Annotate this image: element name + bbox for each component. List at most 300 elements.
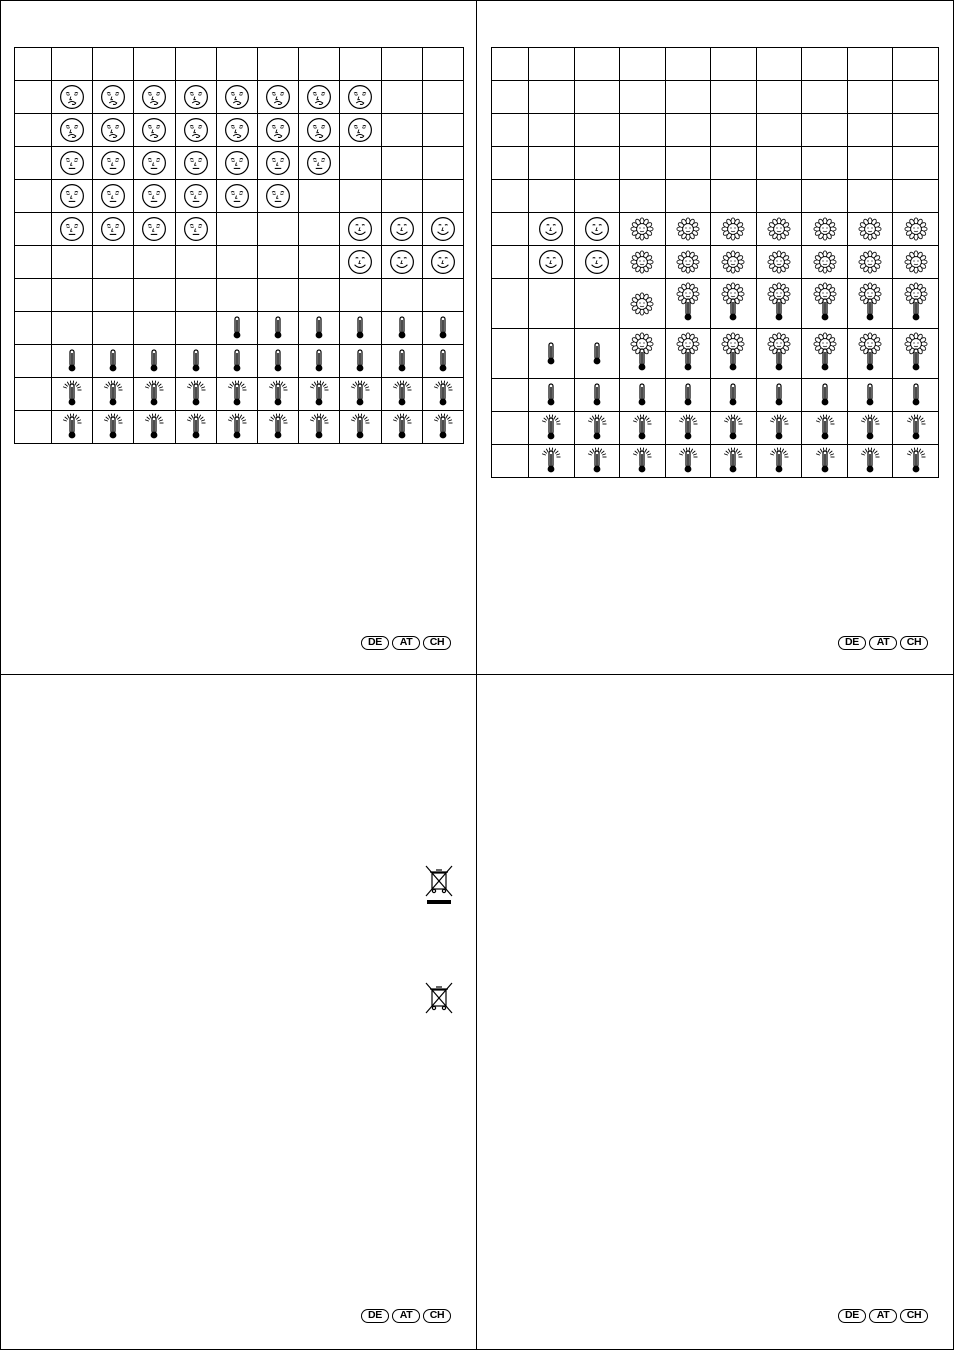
table-row [15,279,464,312]
table-cell [893,48,939,81]
table-cell [299,147,340,180]
table-cell [93,411,134,444]
table-cell [665,180,711,213]
table-cell [847,329,893,379]
table-cell [529,379,575,412]
sad-face-icon [299,117,339,143]
table-cell [665,379,711,412]
table-cell [299,213,340,246]
comfort-table-right [491,47,939,478]
smiling-face-icon [529,249,574,275]
thermometer-icon [176,348,216,374]
table-cell [620,114,666,147]
table-cell [711,329,757,379]
table-cell [216,81,257,114]
table-cell [175,411,216,444]
table-cell [847,213,893,246]
table-cell [257,345,298,378]
table-cell [381,213,422,246]
sun-flower-icon-with-thermometer [666,332,711,376]
table-cell [15,378,52,411]
table-row [15,180,464,213]
table-cell [893,445,939,478]
table-row [15,147,464,180]
table-cell [847,48,893,81]
hot-thermometer-icon [382,412,422,442]
hot-thermometer-icon [217,412,257,442]
smiling-face-icon [382,249,422,275]
hot-thermometer-icon [299,412,339,442]
table-cell [257,48,298,81]
table-cell [15,48,52,81]
cold-face-icon [258,150,298,176]
table-cell [574,246,620,279]
table-cell [52,81,93,114]
table-cell [711,445,757,478]
table-cell [574,147,620,180]
cold-face-icon [93,183,133,209]
table-row [492,246,939,279]
sun-flower-icon-with-thermometer [757,282,802,326]
table-cell [574,279,620,329]
table-cell [574,379,620,412]
hot-thermometer-icon [848,446,893,476]
country-badges [838,1309,928,1323]
hot-thermometer-icon [711,446,756,476]
table-cell [15,411,52,444]
table-cell [492,279,529,329]
table-cell [711,48,757,81]
table-row [15,213,464,246]
table-cell [756,213,802,246]
table-cell [52,147,93,180]
cold-face-icon [52,183,92,209]
table-cell [422,378,463,411]
sun-flower-icon-with-thermometer [848,282,893,326]
table-cell [299,81,340,114]
table-cell [93,213,134,246]
page-top-right [477,0,954,675]
table-cell [216,411,257,444]
cold-face-icon [217,183,257,209]
table-cell [422,147,463,180]
country-badge-at: AT [392,1309,420,1323]
hot-thermometer-icon [134,412,174,442]
hot-thermometer-icon [176,412,216,442]
table-cell [492,379,529,412]
table-cell [756,412,802,445]
table-cell [93,246,134,279]
table-cell [175,81,216,114]
table-cell [93,147,134,180]
sun-flower-icon [802,217,847,241]
table-cell [893,180,939,213]
hot-thermometer-icon [423,412,463,442]
table-row [492,180,939,213]
hot-thermometer-icon [893,413,938,443]
table-cell [52,378,93,411]
table-cell [756,48,802,81]
table-cell [134,213,175,246]
sun-flower-icon-with-thermometer [802,332,847,376]
sun-flower-icon [893,250,938,274]
table-cell [340,312,381,345]
table-cell [893,81,939,114]
table-cell [492,213,529,246]
hot-thermometer-icon [217,379,257,409]
table-cell [574,412,620,445]
table-cell [381,312,422,345]
table-row [492,48,939,81]
page-bottom-left [0,675,477,1350]
smiling-face-icon [340,216,380,242]
table-cell [15,180,52,213]
table-cell [340,345,381,378]
table-cell [134,246,175,279]
thermometer-icon [93,348,133,374]
table-cell [665,48,711,81]
table-cell [711,213,757,246]
table-cell [93,48,134,81]
cold-face-icon [217,150,257,176]
table-cell [893,213,939,246]
table-cell [134,378,175,411]
table-row [15,81,464,114]
table-cell [340,147,381,180]
table-cell [381,180,422,213]
table-cell [299,378,340,411]
table-cell [847,180,893,213]
table-cell [422,114,463,147]
table-cell [711,81,757,114]
table-cell [52,411,93,444]
table-cell [422,411,463,444]
hot-thermometer-icon [258,379,298,409]
table-cell [847,279,893,329]
table-cell [756,445,802,478]
table-cell [893,279,939,329]
sun-flower-icon-with-thermometer [711,282,756,326]
table-row [15,114,464,147]
hot-thermometer-icon [52,379,92,409]
table-cell [340,213,381,246]
table-cell [711,279,757,329]
table-cell [216,180,257,213]
thermometer-icon [340,315,380,341]
country-badge-at: AT [869,636,897,650]
table-cell [756,379,802,412]
country-badge-at: AT [392,636,420,650]
table-cell [175,213,216,246]
country-badges [361,1309,451,1323]
table-cell [52,180,93,213]
table-cell [340,180,381,213]
table-cell [802,329,848,379]
crossed-out-wheelie-bin-icon [424,980,454,1016]
table-cell [574,81,620,114]
table-cell [574,114,620,147]
hot-thermometer-icon [848,413,893,443]
crossed-out-wheelie-bin-icon [424,862,454,908]
smiling-face-icon [529,216,574,242]
table-cell [620,279,666,329]
table-cell [340,114,381,147]
table-cell [257,312,298,345]
table-cell [15,114,52,147]
table-row [492,329,939,379]
sun-flower-icon-with-thermometer [893,282,938,326]
table-row [15,345,464,378]
table-cell [574,445,620,478]
table-cell [665,279,711,329]
table-cell [620,48,666,81]
table-cell [529,445,575,478]
table-cell [15,213,52,246]
sun-flower-icon [666,217,711,241]
table-cell [711,246,757,279]
table-cell [381,345,422,378]
table-cell [711,412,757,445]
table-cell [529,114,575,147]
cold-face-icon [134,216,174,242]
sad-face-icon [258,84,298,110]
sad-face-icon [217,84,257,110]
hot-thermometer-icon [802,446,847,476]
table-cell [574,180,620,213]
thermometer-icon [340,348,380,374]
table-cell [52,246,93,279]
table-cell [665,246,711,279]
table-cell [847,379,893,412]
table-cell [893,246,939,279]
table-cell [574,213,620,246]
table-cell [620,379,666,412]
table-cell [52,213,93,246]
table-cell [175,345,216,378]
sad-face-icon [340,84,380,110]
table-cell [711,147,757,180]
sun-flower-icon [620,250,665,274]
table-cell [52,345,93,378]
table-cell [847,114,893,147]
table-cell [492,329,529,379]
table-cell [299,180,340,213]
table-row [492,379,939,412]
table-row [492,114,939,147]
table-cell [93,378,134,411]
table-cell [802,279,848,329]
table-cell [216,114,257,147]
table-cell [422,246,463,279]
smiling-face-icon [382,216,422,242]
hot-thermometer-icon [757,446,802,476]
country-badge-ch: CH [423,1309,451,1323]
table-row [15,411,464,444]
country-badge-de: DE [361,1309,389,1323]
table-cell [422,81,463,114]
sun-flower-icon-with-thermometer [757,332,802,376]
table-cell [422,279,463,312]
sun-flower-icon [802,250,847,274]
table-cell [134,81,175,114]
cold-face-icon [299,150,339,176]
sad-face-icon [176,117,216,143]
sun-flower-icon [620,217,665,241]
table-cell [257,213,298,246]
thermometer-icon [217,348,257,374]
table-cell [574,329,620,379]
table-cell [175,48,216,81]
table-cell [216,279,257,312]
table-cell [756,114,802,147]
table-cell [52,48,93,81]
table-cell [847,445,893,478]
table-cell [299,411,340,444]
hot-thermometer-icon [666,413,711,443]
table-row [492,81,939,114]
table-cell [299,114,340,147]
table-cell [620,180,666,213]
table-cell [15,81,52,114]
thermometer-icon [620,382,665,408]
table-cell [802,81,848,114]
hot-thermometer-icon [757,413,802,443]
hot-thermometer-icon [575,446,620,476]
sun-flower-icon [711,250,756,274]
table-cell [711,114,757,147]
table-cell [257,411,298,444]
table-cell [422,312,463,345]
sad-face-icon [176,84,216,110]
smiling-face-icon [423,216,463,242]
table-cell [381,279,422,312]
hot-thermometer-icon [423,379,463,409]
table-cell [175,147,216,180]
table-cell [529,147,575,180]
table-cell [529,412,575,445]
cold-face-icon [52,216,92,242]
thermometer-icon [382,348,422,374]
sun-flower-icon [620,292,665,316]
table-cell [847,147,893,180]
table-cell [175,378,216,411]
table-cell [847,412,893,445]
table-cell [422,213,463,246]
thermometer-icon [575,341,620,367]
table-cell [299,48,340,81]
sad-face-icon [217,117,257,143]
table-cell [847,81,893,114]
table-row [15,378,464,411]
table-row [492,279,939,329]
table-cell [529,180,575,213]
table-cell [299,246,340,279]
table-cell [340,279,381,312]
table-cell [620,412,666,445]
table-cell [492,445,529,478]
table-cell [893,147,939,180]
table-cell [756,246,802,279]
table-cell [15,279,52,312]
table-cell [134,312,175,345]
table-cell [134,345,175,378]
table-cell [93,81,134,114]
table-cell [257,114,298,147]
table-cell [381,411,422,444]
table-cell [15,246,52,279]
table-cell [665,213,711,246]
table-cell [802,48,848,81]
hot-thermometer-icon [258,412,298,442]
table-cell [216,213,257,246]
table-cell [802,114,848,147]
table-cell [175,312,216,345]
thermometer-icon [258,315,298,341]
sun-flower-icon [666,250,711,274]
table-cell [756,81,802,114]
table-cell [756,147,802,180]
table-cell [893,114,939,147]
table-cell [216,48,257,81]
table-cell [574,48,620,81]
table-cell [529,329,575,379]
smiling-face-icon [423,249,463,275]
thermometer-icon [423,315,463,341]
table-cell [492,246,529,279]
hot-thermometer-icon [134,379,174,409]
table-cell [802,246,848,279]
hot-thermometer-icon [529,446,574,476]
table-cell [620,213,666,246]
hot-thermometer-icon [802,413,847,443]
cold-face-icon [176,216,216,242]
sad-face-icon [52,117,92,143]
table-cell [257,279,298,312]
hot-thermometer-icon [382,379,422,409]
table-cell [216,345,257,378]
table-cell [620,147,666,180]
table-cell [216,147,257,180]
table-cell [756,180,802,213]
table-cell [756,329,802,379]
table-cell [257,246,298,279]
table-cell [52,312,93,345]
table-cell [802,147,848,180]
table-cell [802,180,848,213]
sun-flower-icon-with-thermometer [711,332,756,376]
table-cell [665,412,711,445]
table-cell [492,412,529,445]
sun-flower-icon-with-thermometer [848,332,893,376]
table-cell [216,312,257,345]
thermometer-icon [848,382,893,408]
sad-face-icon [93,84,133,110]
table-cell [381,378,422,411]
hot-thermometer-icon [575,413,620,443]
table-cell [756,279,802,329]
table-cell [847,246,893,279]
cold-face-icon [258,183,298,209]
cold-face-icon [134,183,174,209]
table-cell [175,114,216,147]
table-row [492,213,939,246]
table-cell [665,445,711,478]
table-cell [216,246,257,279]
hot-thermometer-icon [529,413,574,443]
table-cell [529,48,575,81]
table-cell [340,48,381,81]
smiling-face-icon [575,249,620,275]
